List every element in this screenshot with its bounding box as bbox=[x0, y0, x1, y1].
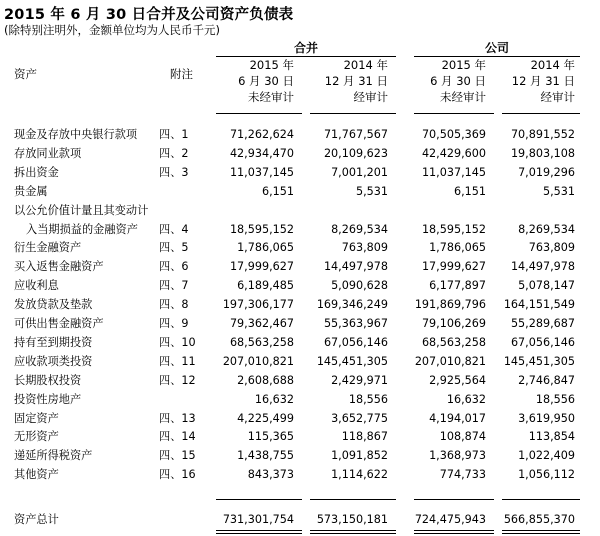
header-underline-col2 bbox=[310, 113, 396, 114]
row-value-col1: 6,151 bbox=[261, 184, 294, 198]
table-row bbox=[0, 446, 600, 465]
row-value-col1: 71,262,624 bbox=[229, 128, 294, 141]
table-row bbox=[0, 238, 600, 257]
report-title: 2015 年 6 月 30 日合并及公司资产负债表 bbox=[4, 7, 294, 23]
row-value-col3: 108,874 bbox=[439, 430, 486, 444]
row-label: 以公允价值计量且其变动计 bbox=[14, 203, 149, 217]
row-value-col2: 20,109,623 bbox=[323, 146, 388, 160]
row-note: 四、8 bbox=[159, 298, 189, 312]
row-value-col2: 169,346,249 bbox=[316, 298, 388, 312]
row-value-col3: 191,869,796 bbox=[414, 298, 486, 312]
header-col3-date: 6 月 30 日 bbox=[430, 74, 486, 88]
row-value-col3: 11,037,145 bbox=[421, 165, 486, 179]
table-row bbox=[0, 144, 600, 163]
row-value-col4: 113,854 bbox=[528, 430, 575, 444]
row-label: 递延所得税资产 bbox=[14, 449, 93, 463]
row-value-col3: 16,632 bbox=[446, 392, 486, 406]
row-value-col1: 4,225,499 bbox=[237, 411, 294, 425]
row-value-col2: 71,767,567 bbox=[323, 128, 388, 141]
row-note: 四、1 bbox=[159, 128, 189, 141]
header-col1-year: 2015 年 bbox=[249, 58, 294, 72]
row-value-col2: 14,497,978 bbox=[323, 260, 388, 274]
row-label: 贵金属 bbox=[14, 184, 48, 198]
row-note: 四、5 bbox=[159, 241, 189, 255]
table-row bbox=[0, 333, 600, 352]
row-label: 拆出资金 bbox=[14, 165, 59, 179]
total-doubleline-col3 bbox=[414, 530, 494, 534]
table-row bbox=[0, 201, 600, 220]
row-value-col2: 67,056,146 bbox=[323, 335, 388, 349]
row-note: 四、15 bbox=[159, 449, 196, 463]
row-value-col4: 763,809 bbox=[528, 241, 575, 255]
total-topline-col4 bbox=[502, 499, 580, 500]
row-label: 投资性房地产 bbox=[14, 392, 82, 406]
header-col4-status: 经审计 bbox=[540, 90, 575, 104]
row-value-col4: 2,746,847 bbox=[518, 373, 575, 387]
row-note: 四、12 bbox=[159, 373, 196, 387]
row-note: 四、6 bbox=[159, 260, 189, 274]
row-value-col3: 6,177,897 bbox=[429, 279, 486, 293]
row-value-col3: 2,925,564 bbox=[429, 373, 486, 387]
total-col3: 724,475,943 bbox=[414, 513, 486, 526]
header-col2-year: 2014 年 bbox=[343, 58, 388, 72]
row-value-col2: 5,090,628 bbox=[331, 279, 388, 293]
row-value-col1: 197,306,177 bbox=[222, 298, 294, 312]
report-subtitle: (除特别注明外，金额单位均为人民币千元) bbox=[4, 23, 220, 37]
total-doubleline-col2 bbox=[310, 530, 396, 534]
row-value-col3: 207,010,821 bbox=[414, 354, 486, 368]
row-note: 四、3 bbox=[159, 165, 189, 179]
row-value-col2: 1,114,622 bbox=[331, 468, 388, 482]
row-label: 入当期损益的金融资产 bbox=[26, 222, 138, 236]
row-value-col1: 42,934,470 bbox=[229, 146, 294, 160]
header-asset: 资产 bbox=[14, 67, 37, 81]
header-note: 附注 bbox=[170, 67, 193, 81]
row-value-col2: 5,531 bbox=[355, 184, 388, 198]
row-value-col4: 8,269,534 bbox=[518, 222, 575, 236]
row-note: 四、2 bbox=[159, 146, 189, 160]
row-label: 其他资产 bbox=[14, 468, 59, 482]
row-value-col3: 6,151 bbox=[453, 184, 486, 198]
table-row bbox=[0, 220, 600, 239]
row-value-col1: 843,373 bbox=[247, 468, 294, 482]
table-row bbox=[0, 371, 600, 390]
header-col3-year: 2015 年 bbox=[441, 58, 486, 72]
row-value-col1: 16,632 bbox=[254, 392, 294, 406]
row-label: 衍生金融资产 bbox=[14, 241, 82, 255]
row-note: 四、10 bbox=[159, 335, 196, 349]
row-value-col4: 164,151,549 bbox=[503, 298, 575, 312]
row-value-col4: 67,056,146 bbox=[510, 335, 575, 349]
row-value-col3: 1,368,973 bbox=[429, 449, 486, 463]
row-value-col4: 7,019,296 bbox=[518, 165, 575, 179]
row-value-col1: 11,037,145 bbox=[229, 165, 294, 179]
row-value-col2: 763,809 bbox=[341, 241, 388, 255]
row-value-col3: 68,563,258 bbox=[421, 335, 486, 349]
row-value-col2: 18,556 bbox=[348, 392, 388, 406]
row-label: 现金及存放中央银行款项 bbox=[14, 128, 138, 141]
row-value-col2: 2,429,971 bbox=[331, 373, 388, 387]
row-value-col4: 55,289,687 bbox=[510, 317, 575, 330]
row-value-col3: 4,194,017 bbox=[429, 411, 486, 425]
total-doubleline-col1 bbox=[216, 530, 302, 534]
total-label: 资产总计 bbox=[14, 513, 59, 526]
row-label: 无形资产 bbox=[14, 430, 59, 444]
row-label: 存放同业款项 bbox=[14, 146, 82, 160]
total-topline-col2 bbox=[310, 499, 396, 500]
row-value-col3: 774,733 bbox=[439, 468, 486, 482]
row-note: 四、13 bbox=[159, 411, 196, 425]
table-row bbox=[0, 427, 600, 446]
table-row bbox=[0, 257, 600, 276]
row-note: 四、16 bbox=[159, 468, 196, 482]
table-row bbox=[0, 125, 600, 144]
row-value-col1: 115,365 bbox=[247, 430, 294, 444]
header-col1 bbox=[238, 57, 294, 105]
row-value-col1: 2,608,688 bbox=[237, 373, 294, 387]
row-value-col1: 207,010,821 bbox=[222, 354, 294, 368]
row-value-col1: 17,999,627 bbox=[229, 260, 294, 274]
row-value-col3: 1,786,065 bbox=[429, 241, 486, 255]
total-doubleline-col4 bbox=[502, 530, 580, 534]
table-row bbox=[0, 295, 600, 314]
row-label: 持有至到期投资 bbox=[14, 335, 93, 349]
row-value-col1: 1,786,065 bbox=[237, 241, 294, 255]
row-note: 四、14 bbox=[159, 430, 196, 444]
table-row bbox=[0, 276, 600, 295]
header-col2-status: 经审计 bbox=[353, 90, 388, 104]
row-value-col1: 6,189,485 bbox=[237, 279, 294, 293]
table-row bbox=[0, 390, 600, 409]
row-note: 四、7 bbox=[159, 279, 189, 293]
group-consolidated: 合并 bbox=[216, 41, 396, 57]
row-value-col4: 1,056,112 bbox=[518, 468, 575, 482]
row-value-col1: 68,563,258 bbox=[229, 335, 294, 349]
group-company: 公司 bbox=[414, 41, 580, 57]
row-value-col4: 5,078,147 bbox=[518, 279, 575, 293]
row-value-col2: 8,269,534 bbox=[331, 222, 388, 236]
total-topline-col1 bbox=[216, 499, 302, 500]
row-value-col2: 7,001,201 bbox=[331, 165, 388, 179]
table-row bbox=[0, 409, 600, 428]
row-note: 四、4 bbox=[159, 222, 189, 236]
table-row bbox=[0, 182, 600, 201]
row-value-col4: 14,497,978 bbox=[510, 260, 575, 274]
table-row bbox=[0, 465, 600, 484]
header-col4 bbox=[512, 57, 575, 105]
row-note: 四、11 bbox=[159, 354, 196, 368]
header-col1-date: 6 月 30 日 bbox=[238, 74, 294, 88]
total-row bbox=[0, 510, 600, 529]
row-label: 固定资产 bbox=[14, 411, 59, 425]
row-value-col4: 19,803,108 bbox=[510, 146, 575, 160]
table-row bbox=[0, 314, 600, 333]
row-label: 发放贷款及垫款 bbox=[14, 298, 93, 312]
row-value-col2: 55,363,967 bbox=[323, 317, 388, 330]
total-topline-col3 bbox=[414, 499, 494, 500]
row-value-col3: 18,595,152 bbox=[421, 222, 486, 236]
row-label: 买入返售金融资产 bbox=[14, 260, 104, 274]
row-note: 四、9 bbox=[159, 317, 189, 330]
row-value-col3: 17,999,627 bbox=[421, 260, 486, 274]
header-col2-date: 12 月 31 日 bbox=[324, 74, 388, 88]
row-value-col4: 1,022,409 bbox=[518, 449, 575, 463]
row-value-col3: 79,106,269 bbox=[421, 317, 486, 330]
row-value-col4: 5,531 bbox=[542, 184, 575, 198]
table-row bbox=[0, 352, 600, 371]
row-value-col4: 18,556 bbox=[535, 392, 575, 406]
header-col4-year: 2014 年 bbox=[530, 58, 575, 72]
total-col2: 573,150,181 bbox=[316, 513, 388, 526]
row-value-col3: 70,505,369 bbox=[421, 128, 486, 141]
row-label: 长期股权投资 bbox=[14, 373, 82, 387]
row-value-col1: 79,362,467 bbox=[229, 317, 294, 330]
row-value-col2: 118,867 bbox=[341, 430, 388, 444]
header-col1-status: 未经审计 bbox=[248, 90, 294, 104]
total-col1: 731,301,754 bbox=[222, 513, 294, 526]
row-value-col4: 70,891,552 bbox=[510, 128, 575, 141]
row-label: 应收利息 bbox=[14, 279, 59, 293]
row-value-col4: 3,619,950 bbox=[518, 411, 575, 425]
header-underline-col4 bbox=[502, 113, 580, 114]
header-col3-status: 未经审计 bbox=[440, 90, 486, 104]
row-value-col2: 3,652,775 bbox=[331, 411, 388, 425]
row-value-col1: 1,438,755 bbox=[237, 449, 294, 463]
row-value-col1: 18,595,152 bbox=[229, 222, 294, 236]
total-col4: 566,855,370 bbox=[503, 513, 575, 526]
header-col3 bbox=[430, 57, 486, 105]
row-label: 可供出售金融资产 bbox=[14, 317, 104, 330]
header-underline-col1 bbox=[216, 113, 302, 114]
row-value-col2: 145,451,305 bbox=[316, 354, 388, 368]
header-underline-col3 bbox=[414, 113, 494, 114]
table-row bbox=[0, 163, 600, 182]
row-value-col4: 145,451,305 bbox=[503, 354, 575, 368]
row-value-col3: 42,429,600 bbox=[421, 146, 486, 160]
header-col2 bbox=[325, 57, 388, 105]
row-value-col2: 1,091,852 bbox=[331, 449, 388, 463]
header-col4-date: 12 月 31 日 bbox=[511, 74, 575, 88]
row-label: 应收款项类投资 bbox=[14, 354, 93, 368]
